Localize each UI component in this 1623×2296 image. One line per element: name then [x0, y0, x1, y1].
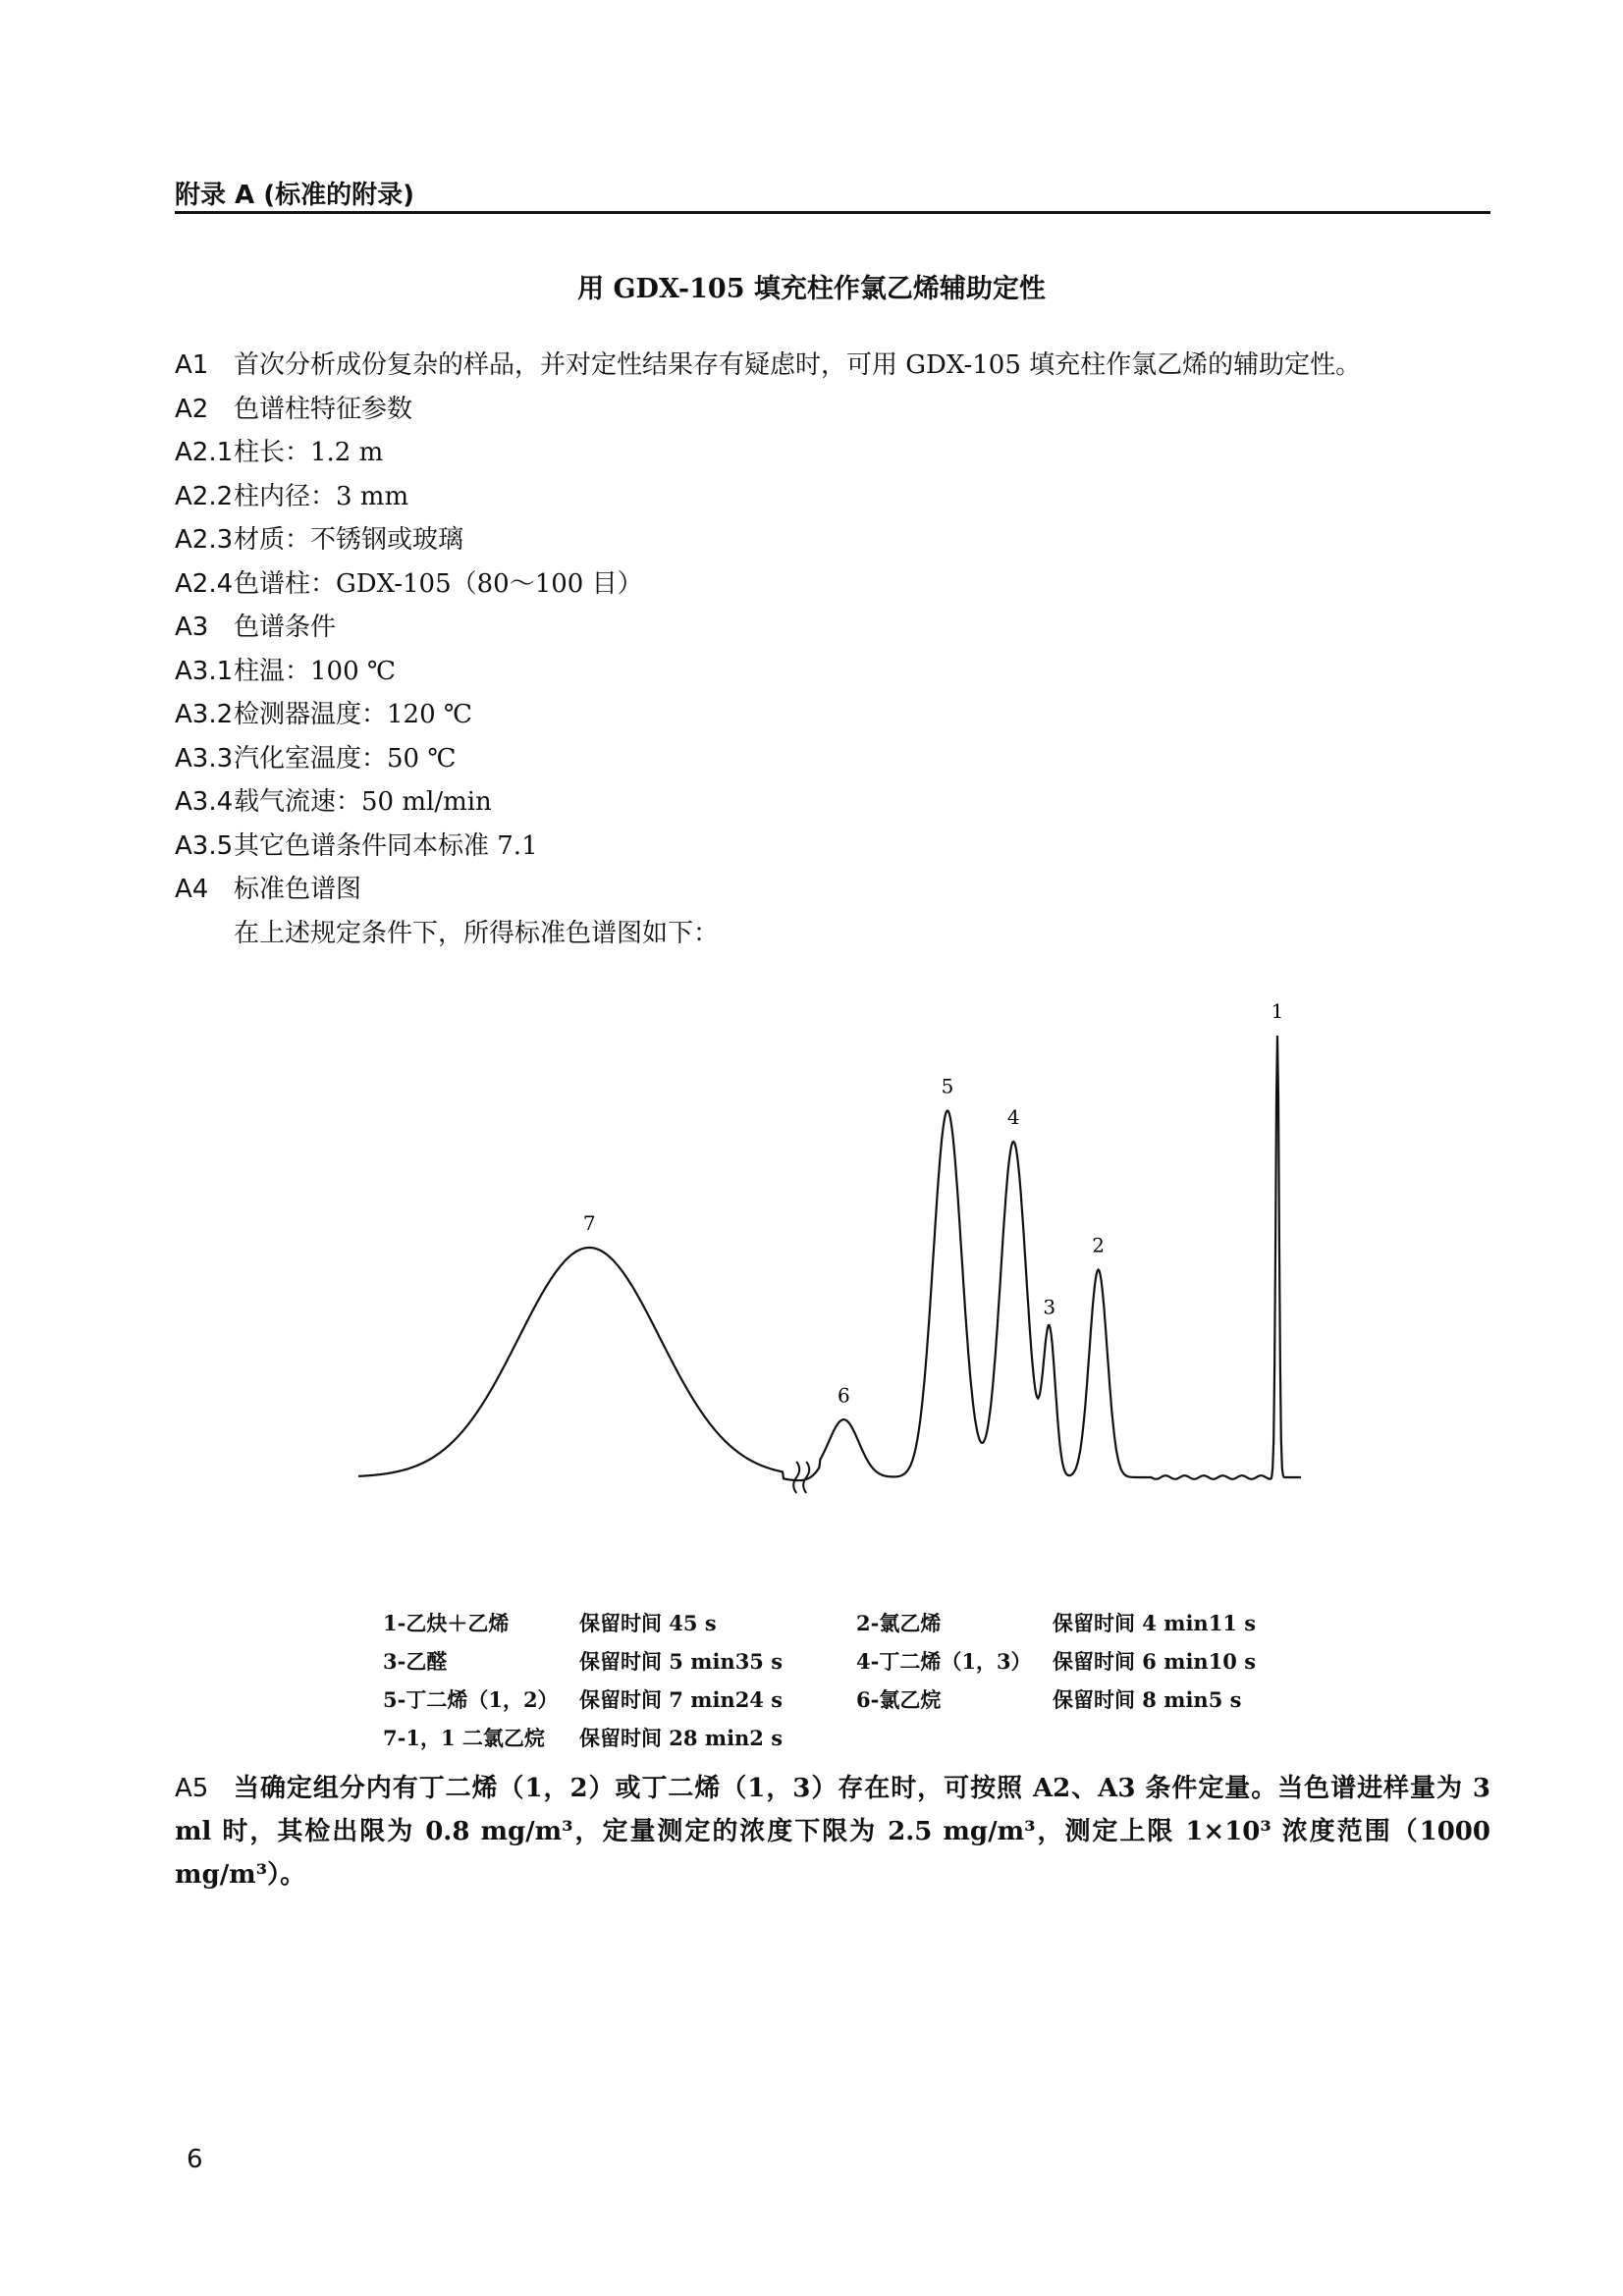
axis-break-icon [793, 1462, 809, 1493]
clause-number: A3.5 [175, 830, 234, 861]
clause-number: A3 [175, 613, 209, 642]
clause-a2-4 [175, 562, 1500, 607]
clause-text: 标准色谱图 [234, 875, 362, 904]
clause-a3-1 [175, 650, 1500, 694]
clause-text: 首次分析成份复杂的样品，并对定性结果存有疑虑时，可用 GDX-105 填充柱作氯乙烯的辅助定性。 [234, 350, 1362, 380]
clause-number: A3.1 [175, 656, 234, 686]
clause-text: 色谱柱：GDX-105（80～100 目） [234, 568, 643, 599]
clause-a3-2 [175, 693, 1500, 737]
clause-number: A4 [175, 875, 209, 904]
clause-a3-5 [175, 825, 1500, 869]
legend-row [383, 1719, 1267, 1757]
clause-text: 载气流速：50 ml/min [234, 787, 492, 817]
clause-number: A2.2 [175, 481, 234, 511]
legend-retention: 保留时间 45 s [579, 1611, 717, 1635]
clause-a1 [175, 344, 1500, 388]
peak-label: 5 [941, 1074, 954, 1098]
appendix-header: 附录 A (标准的附录) [175, 181, 414, 210]
clause-text: 柱长：1.2 m [234, 438, 384, 467]
clause-text: 柱温：100 ℃ [234, 656, 396, 686]
page-title: 用 GDX-105 填充柱作氯乙烯辅助定性 [577, 274, 1046, 304]
legend-retention: 保留时间 28 min2 s [579, 1726, 784, 1750]
clause-text: 其它色谱条件同本标准 7.1 [234, 830, 538, 861]
clause-text: 色谱柱特征参数 [234, 394, 413, 424]
legend-compound: 2-氯乙烯 [856, 1611, 942, 1635]
clause-text: 检测器温度：120 ℃ [234, 700, 472, 729]
clause-number: A3.2 [175, 700, 234, 729]
clause-text: 汽化室温度：50 ℃ [234, 743, 457, 774]
chromatogram-trace [358, 1036, 1301, 1480]
clause-number: A3.3 [175, 743, 234, 774]
legend-row [383, 1681, 1267, 1719]
legend-row [383, 1604, 1267, 1642]
clause-a5 [175, 1767, 1490, 1896]
clause-a3-3 [175, 737, 1500, 781]
legend-compound: 3-乙醛 [383, 1649, 448, 1674]
clause-number: A3.4 [175, 787, 234, 817]
clause-number: A2 [175, 394, 209, 424]
header-rule [175, 211, 1490, 214]
peak-label: 1 [1271, 999, 1284, 1023]
clause-number: A5 [175, 1774, 209, 1803]
legend-retention: 保留时间 4 min11 s [1053, 1611, 1257, 1635]
peak-label: 4 [1006, 1105, 1020, 1129]
clause-number: A2.4 [175, 568, 234, 599]
legend-row [383, 1642, 1267, 1681]
clause-a4-note [175, 912, 1500, 956]
peak-label: 3 [1043, 1295, 1056, 1319]
clause-number: A2.3 [175, 525, 234, 555]
peak-label: 7 [582, 1211, 596, 1235]
legend-compound: 1-乙炔＋乙烯 [383, 1611, 510, 1635]
clause-text: 在上述规定条件下，所得标准色谱图如下： [234, 918, 720, 948]
legend-compound: 7-1，1 二氯乙烷 [383, 1726, 545, 1750]
clause-a2-3 [175, 518, 1500, 562]
clause-a2-2 [175, 475, 1500, 519]
peak-legend [383, 1604, 1267, 1757]
clause-text: 当确定组分内有丁二烯（1，2）或丁二烯（1，3）存在时，可按照 A2、A3 条件定量。当色谱进样量为 3 ml 时，其检出限为 0.8 mg/m³，定量测定的浓度下限为 2.5 mg/m³，测定上限 1×10³ 浓度范围（1000 mg/m³）。 [175, 1774, 1490, 1890]
clause-text: 材质：不锈钢或玻璃 [234, 525, 464, 555]
peak-label: 6 [838, 1383, 850, 1408]
chromatogram-chart [344, 991, 1316, 1541]
legend-compound: 6-氯乙烷 [856, 1687, 942, 1712]
legend-retention: 保留时间 5 min35 s [579, 1649, 784, 1674]
legend-compound: 4-丁二烯（1，3） [856, 1649, 1032, 1674]
clause-a3-4 [175, 780, 1500, 825]
clause-number: A1 [175, 350, 209, 380]
clause-a2-1 [175, 431, 1500, 475]
clause-text: 色谱条件 [234, 613, 337, 642]
legend-retention: 保留时间 8 min5 s [1053, 1687, 1242, 1712]
clause-a2 [175, 388, 1500, 432]
clause-text: 柱内径：3 mm [234, 481, 409, 511]
legend-compound: 5-丁二烯（1，2） [383, 1687, 559, 1712]
clause-a3 [175, 606, 1500, 650]
peak-label: 2 [1092, 1233, 1105, 1257]
clause-a4 [175, 868, 1500, 912]
clause-number: A2.1 [175, 438, 234, 467]
legend-retention: 保留时间 6 min10 s [1053, 1649, 1257, 1674]
legend-retention: 保留时间 7 min24 s [579, 1687, 784, 1712]
page-number: 6 [187, 2145, 203, 2174]
clause-list [175, 344, 1500, 955]
